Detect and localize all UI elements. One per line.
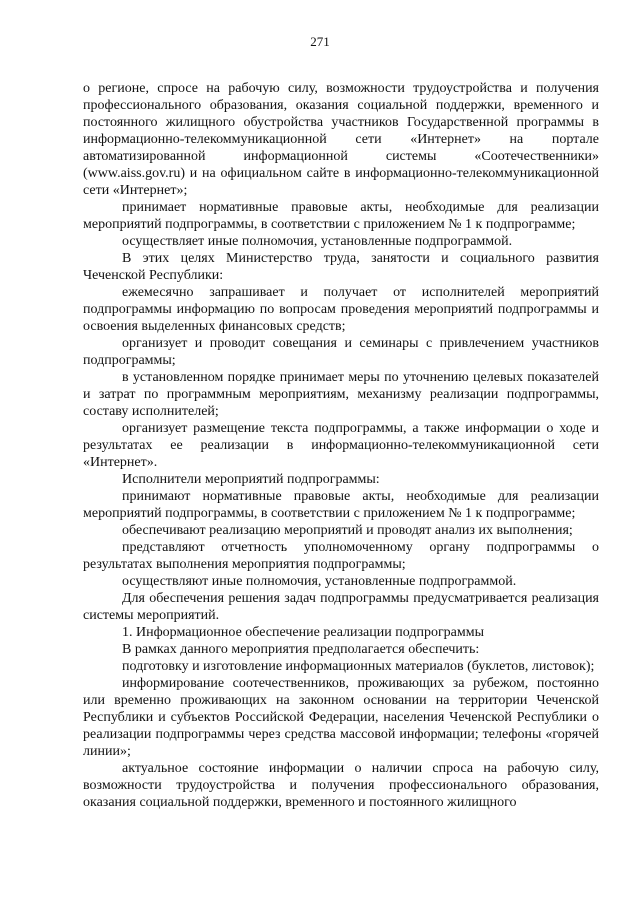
body-paragraph: принимают нормативные правовые акты, необходимые для реализации мероприятий подпрограммы, в соответствии с приложением № 1 к подпрограмме; [83, 489, 599, 521]
body-paragraph: организует и проводит совещания и семинары с привлечением участников подпрограммы; [83, 336, 599, 368]
body-paragraph: актуальное состояние информации о наличии спроса на рабочую силу, возможности трудоустройства и получения профессионального образования, оказания социальной поддержки, временного и постоянного жилищного [83, 761, 599, 810]
body-paragraph: осуществляет иные полномочия, установленные подпрограммой. [122, 234, 513, 249]
body-paragraph: представляют отчетность уполномоченному органу подпрограммы о результатах выполнения мероприятия подпрограммы; [83, 540, 599, 572]
body-paragraph: Для обеспечения решения задач подпрограммы предусматривается реализация системы мероприятий. [83, 591, 599, 623]
page-number: 271 [310, 34, 330, 49]
body-paragraph: В рамках данного мероприятия предполагается обеспечить: [122, 642, 480, 657]
body-paragraph: информирование соотечественников, проживающих за рубежом, постоянно или временно проживающих на законном основании на территории Чеченской Республики и субъектов Российской Федерации, населения Чеченской Республики о реализации подпрограммы через средства массовой информации; телефоны «горячей линии»; [83, 676, 599, 759]
body-paragraph: принимает нормативные правовые акты, необходимые для реализации мероприятий подпрограммы, в соответствии с приложением № 1 к подпрограмме; [83, 200, 599, 232]
body-paragraph: организует размещение текста подпрограммы, а также информации о ходе и результатах ее реализации в информационно-телекоммуникационной сети «Интернет». [83, 421, 599, 470]
body-paragraph: обеспечивают реализацию мероприятий и проводят анализ их выполнения; [122, 523, 573, 538]
body-paragraph: ежемесячно запрашивает и получает от исполнителей мероприятий подпрограммы информацию по вопросам проведения мероприятий подпрограммы и освоения выделенных финансовых средств; [83, 285, 599, 334]
body-paragraph: 1. Информационное обеспечение реализации подпрограммы [122, 625, 485, 640]
body-paragraph: осуществляют иные полномочия, установленные подпрограммой. [122, 574, 517, 589]
body-paragraph: Исполнители мероприятий подпрограммы: [122, 472, 380, 487]
document-body [83, 80, 599, 811]
body-paragraph: подготовку и изготовление информационных материалов (буклетов, листовок); [122, 659, 595, 674]
body-paragraph: В этих целях Министерство труда, занятости и социального развития Чеченской Республики: [83, 251, 599, 283]
body-paragraph: в установленном порядке принимает меры по уточнению целевых показателей и затрат по программным мероприятиям, механизму реализации подпрограммы, составу исполнителей; [83, 370, 599, 419]
body-paragraph: о регионе, спросе на рабочую силу, возможности трудоустройства и получения профессионального образования, оказания социальной поддержки, временного и постоянного жилищного обустройства участников Государственной программы в информационно-телекоммуникационной сети «Интернет» на портале автоматизированной информационной системы «Соотечественники» (www.aiss.gov.ru) и на официальном сайте в информационно-телекоммуникационной сети «Интернет»; [83, 81, 599, 198]
